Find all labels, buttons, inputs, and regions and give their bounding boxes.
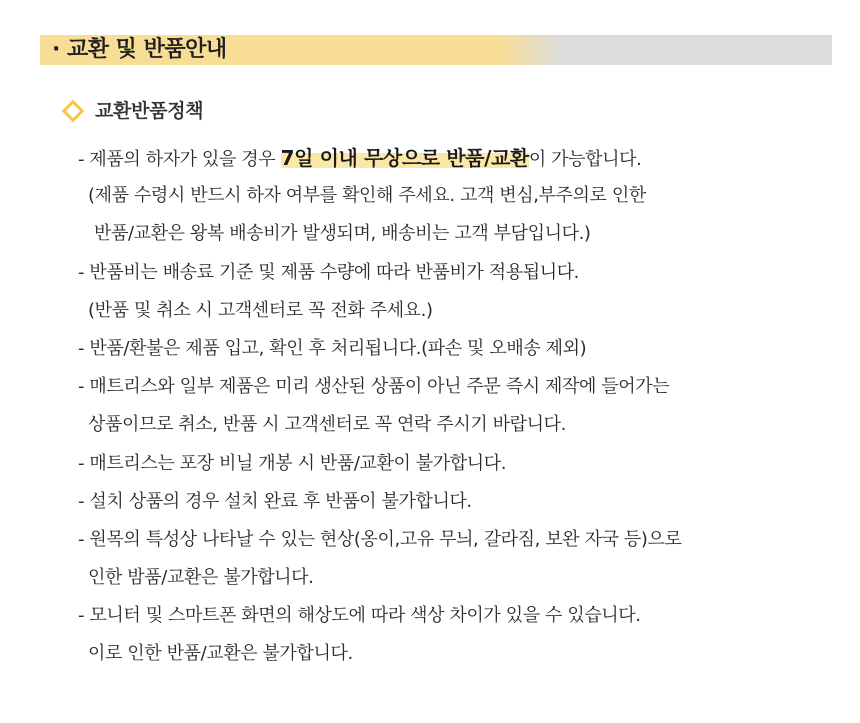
policy-line-5: (반품 및 취소 시 고객센터로 꼭 전화 주세요.) [88,299,433,321]
policy-line-1 [78,141,838,179]
policy-line-4: - 반품비는 배송료 기준 및 제품 수량에 따라 반품비가 적용됩니다. [78,261,579,283]
page-title: · 교환 및 반품안내 [52,37,227,62]
policy-line-12: 인한 밤품/교환은 불가합니다. [88,567,314,589]
policy-highlight: 7일 이내 무상으로 반품/교환 [280,146,529,170]
policy-line-14: 이로 인한 반품/교환은 불가합니다. [88,643,353,665]
policy-line-8: 상품이므로 취소, 반품 시 고객센터로 꼭 연락 주시기 바랍니다. [88,414,566,436]
policy-line-1-post: 이 가능합니다. [528,149,642,170]
policy-line-11: - 원목의 특성상 나타날 수 있는 현상(옹이,고유 무늬, 갈라짐, 보완 자국 등)으로 [78,528,682,550]
policy-line-2: (제품 수령시 반드시 하자 여부를 확인해 주세요. 고객 변심,부주의로 인한 [88,185,646,207]
policy-list [78,141,838,676]
policy-line-6: - 반품/환불은 제품 입고, 확인 후 처리됩니다.(파손 및 오배송 제외) [78,337,587,359]
policy-line-13: - 모니터 및 스마트폰 화면의 해상도에 따라 색상 차이가 있을 수 있습니다. [78,605,641,627]
policy-heading-text: 교환반품정책 [95,100,204,122]
policy-line-10: - 설치 상품의 경우 설치 완료 후 반품이 불가합니다. [78,490,472,512]
policy-line-3: 반품/교환은 왕복 배송비가 발생되며, 배송비는 고객 부담입니다.) [94,223,591,245]
policy-heading [62,96,203,126]
policy-line-1-pre: - 제품의 하자가 있을 경우 [78,149,281,170]
diamond-bullet-icon [62,100,85,123]
policy-line-9: - 매트리스는 포장 비닐 개봉 시 반품/교환이 불가합니다. [78,452,507,474]
policy-line-7: - 매트리스와 일부 제품은 미리 생산된 상품이 아닌 주문 즉시 제작에 들어가는 [78,376,670,398]
